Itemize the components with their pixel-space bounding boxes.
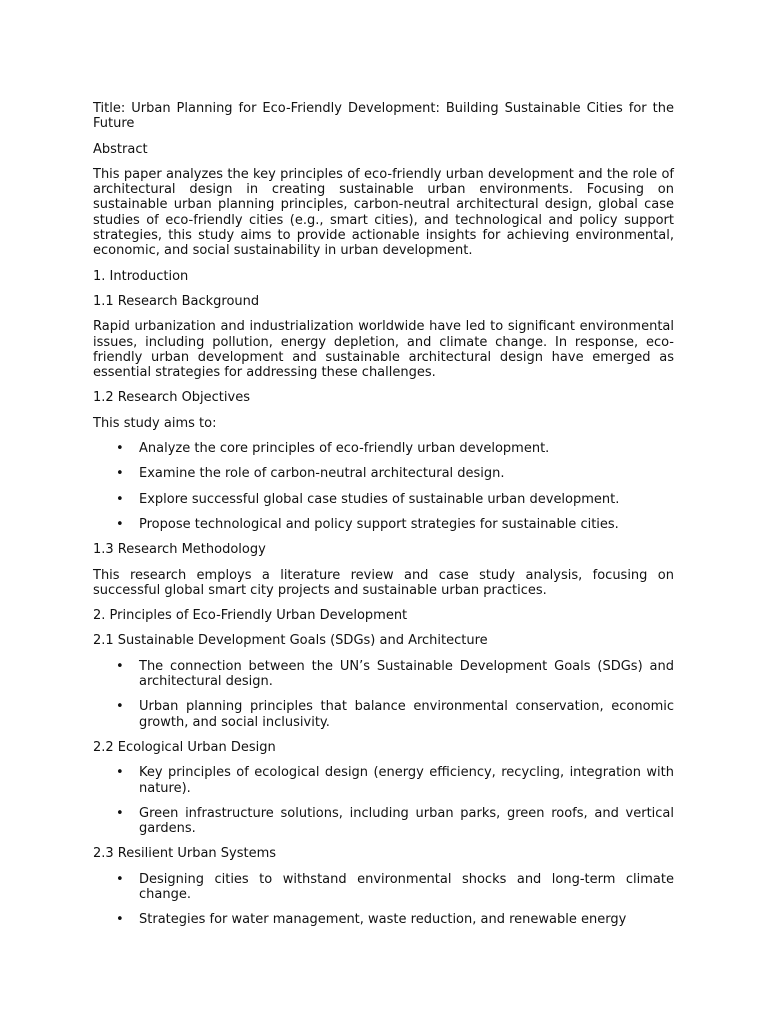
bullet-marker: • [116,491,124,507]
document-title: Title: Urban Planning for Eco-Friendly Development: Building Sustainable Cities for the Future [93,101,674,132]
list-item-text: Urban planning principles that balance environmental conservation, economic growth, and social inclusivity. [139,699,674,730]
list-item [93,765,674,796]
list-item-text: Propose technological and policy support strategies for sustainable cities. [139,516,619,532]
research-methodology-paragraph: This research employs a literature review and case study analysis, focusing on successful global smart city projects and sustainable urban practices. [93,567,674,598]
list-item-text: Designing cities to withstand environmental shocks and long-term climate change. [139,871,674,902]
document-body [93,101,674,938]
list-item-text: The connection between the UN’s Sustainable Development Goals (SDGs) and architectural design. [139,658,674,690]
list-item [93,912,674,927]
subsection-heading-research-background: 1.1 Research Background [93,293,260,309]
research-objectives-intro: This study aims to: [93,415,217,431]
research-objectives-list [93,441,674,532]
list-item-text: Green infrastructure solutions, including urban parks, green roofs, and vertical gardens. [139,805,674,837]
list-item [93,492,674,507]
subsection-heading-research-methodology: 1.3 Research Methodology [93,542,266,558]
ecological-design-list [93,765,674,836]
bullet-marker: • [116,912,124,928]
subsection-heading-sdgs: 2.1 Sustainable Development Goals (SDGs) and Architecture [93,633,488,649]
section-heading-principles: 2. Principles of Eco-Friendly Urban Development [93,608,408,624]
list-item-text: Key principles of ecological design (energy efficiency, recycling, integration with nature). [139,765,674,796]
list-item [93,699,674,730]
list-item [93,466,674,481]
list-item-text: Strategies for water management, waste reduction, and renewable energy [139,912,627,928]
bullet-marker: • [116,658,124,674]
section-heading-introduction: 1. Introduction [93,268,189,284]
abstract-heading: Abstract [93,141,148,157]
subsection-heading-ecological-design: 2.2 Ecological Urban Design [93,739,276,755]
bullet-marker: • [116,699,124,715]
abstract-paragraph: This paper analyzes the key principles of eco-friendly urban development and the role of architectural design in creating sustainable urban environments. Focusing on sustainable urban planning principles, carbon-neutral architectural design, global case studies of eco-friendly cities (e.g., smart cities), and technological and policy support strategies, this study aims to provide actionable insights for achieving environmental, economic, and social sustainability in urban development. [93,166,674,259]
subsection-heading-resilient-systems: 2.3 Resilient Urban Systems [93,846,277,862]
list-item-text: Explore successful global case studies of sustainable urban development. [139,491,620,507]
bullet-marker: • [116,516,124,532]
list-item [93,517,674,532]
list-item [93,872,674,903]
subsection-heading-research-objectives: 1.2 Research Objectives [93,390,250,406]
sdgs-list [93,659,674,730]
bullet-marker: • [116,765,124,781]
list-item-text: Examine the role of carbon-neutral architectural design. [139,466,505,482]
bullet-marker: • [116,466,124,482]
research-background-paragraph: Rapid urbanization and industrialization worldwide have led to significant environmental issues, including pollution, energy depletion, and climate change. In response, eco-friendly urban development and sustainable architectural design have emerged as essential strategies for addressing these challenges. [93,319,674,381]
list-item [93,441,674,456]
list-item [93,806,674,837]
list-item [93,659,674,690]
resilient-systems-list [93,872,674,928]
bullet-marker: • [116,441,124,457]
bullet-marker: • [116,871,124,887]
bullet-marker: • [116,805,124,821]
list-item-text: Analyze the core principles of eco-friendly urban development. [139,441,550,457]
